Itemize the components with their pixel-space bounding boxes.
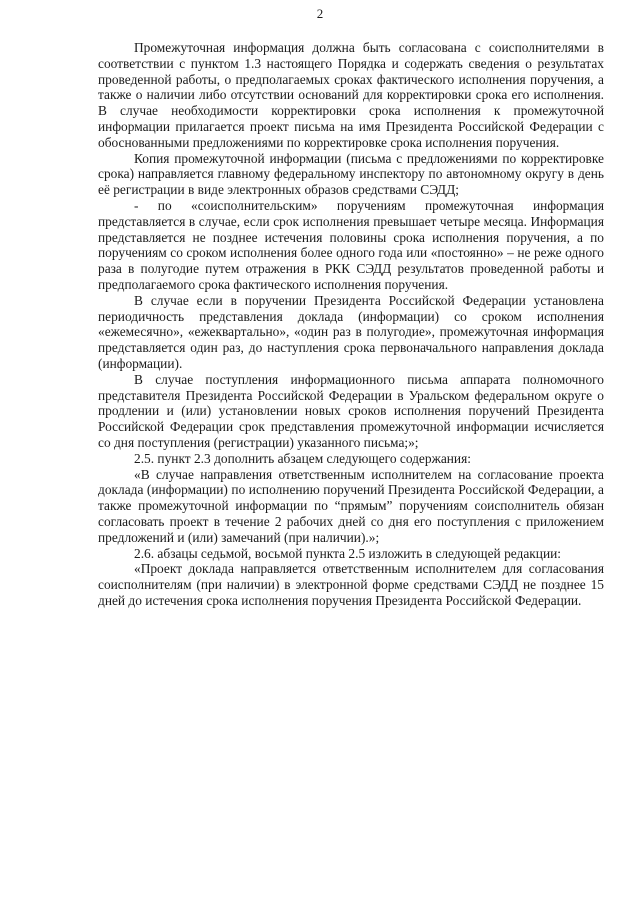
paragraph-info-letter: В случае поступления информационного письма аппарата полномочного представителя Президента Российской Федерации в Уральском федеральном округе о продлении и (или) установлении новых сроков исполнения поручений Президента Российской Федерации срок представления промежуточной информации исчисляется со дня поступления (регистрации) указанного письма;»; [98, 371, 604, 450]
paragraph-periodicity: В случае если в поручении Президента Российской Федерации установлена периодичность представления доклада (информации) со сроком исполнения «ежемесячно», «ежеквартально», «один раз в полугодие», промежуточная информация представляется один раз, до наступления срока первоначального направления доклада (информации). [98, 292, 604, 371]
document-body [98, 40, 604, 609]
paragraph-copy-to-inspector: Копия промежуточной информации (письма с предложениями по корректировке срока) направляется главному федеральному инспектору по автономному округу в день её регистрации в виде электронных образов средствами СЭДД; [98, 150, 604, 198]
paragraph-draft-report: «Проект доклада направляется ответственным исполнителем для согласования соисполнителям (при наличии) в электронной форме средствами СЭДД не позднее 15 дней до истечения срока исполнения поручения Президента Российской Федерации. [98, 561, 604, 608]
paragraph-interim-info-approval: Промежуточная информация должна быть согласована с соисполнителями в соответствии с пунктом 1.3 настоящего Порядка и содержать сведения о результатах проведенной работы, о предполагаемых сроках фактического исполнения поручения, а также о наличии либо отсутствии оснований для корректировки срока его исполнения. В случае необходимости корректировки срока исполнения к промежуточной информации прилагается проект письма на имя Президента Российской Федерации с обоснованными предложениями по корректировке срока исполнения поручения. [98, 40, 604, 150]
paragraph-clause-2-6: 2.6. абзацы седьмой, восьмой пункта 2.5 изложить в следующей редакции: [134, 545, 562, 561]
paragraph-direct-orders-approval: «В случае направления ответственным исполнителем на согласование проекта доклада (информации) по исполнению поручений Президента Российской Федерации, а также промежуточной информации по “прямым” поручениям соисполнитель обязан согласовать проект в течение 2 рабочих дней со дня его поступления с приложением предложений и (или) замечаний (при наличии).»; [98, 466, 604, 545]
paragraph-co-executor-orders: - по «соисполнительским» поручениям промежуточная информация представляется в случае, если срок исполнения превышает четыре месяца. Информация представляется не позднее истечения половины срока исполнения поручения, а по поручениям со сроком исполнения более одного года или «постоянно» – не реже одного раза в полугодие путем отражения в РКК СЭДД результатов проведенной работы и предполагаемого срока фактического исполнения поручения. [98, 197, 604, 292]
page-number: 2 [316, 6, 324, 21]
paragraph-clause-2-5: 2.5. пункт 2.3 дополнить абзацем следующего содержания: [134, 450, 471, 466]
